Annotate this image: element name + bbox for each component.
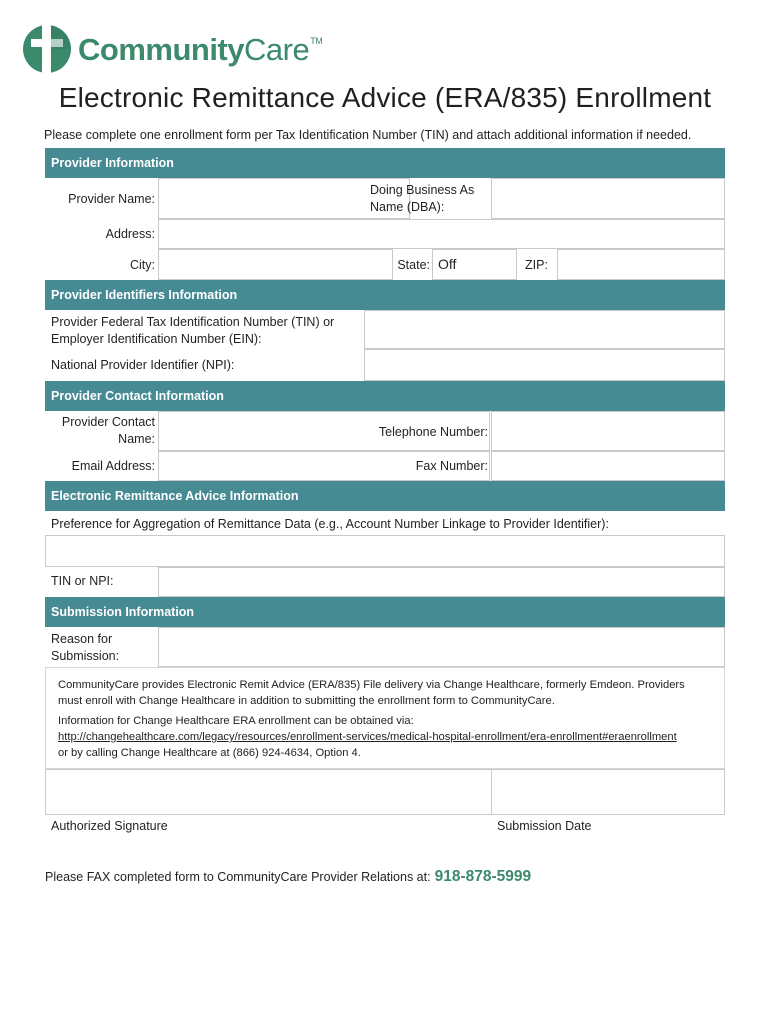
npi-field[interactable] — [364, 349, 725, 381]
city-field[interactable] — [158, 249, 393, 280]
intro-text: Please complete one enrollment form per Tax Identification Number (TIN) and attach additional information if needed. — [44, 128, 692, 142]
submission-date-label: Submission Date — [497, 819, 592, 833]
signature-field[interactable] — [45, 769, 492, 815]
contact-name-label-line1: Provider Contact — [61, 415, 155, 429]
preference-field[interactable] — [45, 535, 725, 567]
reason-label-line2: Submission: — [51, 649, 120, 663]
page-title: Electronic Remittance Advice (ERA/835) Enrollment — [58, 82, 712, 113]
state-value: Off — [438, 256, 457, 272]
state-field[interactable] — [432, 249, 517, 280]
reason-field[interactable] — [158, 627, 725, 667]
provider-name-label: Provider Name: — [68, 192, 155, 206]
fax-instructions — [45, 868, 531, 886]
change-healthcare-note — [45, 667, 725, 769]
note-text — [58, 677, 685, 709]
tin-label-line2: Employer Identification Number (EIN): — [51, 332, 262, 346]
reason-label-line1: Reason for — [51, 632, 113, 646]
logo-wordmark: CommunityCare™ — [78, 32, 323, 67]
section-provider-contact: Provider Contact Information — [45, 381, 725, 411]
phone-line: or by calling Change Healthcare at (866) 924-4634, Option 4. — [58, 747, 361, 759]
dba-label-line2: Name (DBA): — [370, 200, 445, 214]
tin-label-line1: Provider Federal Tax Identification Number (TIN) or — [51, 315, 335, 329]
section-provider-identifiers: Provider Identifiers Information — [45, 280, 725, 310]
telephone-label: Telephone Number: — [378, 425, 488, 439]
dba-field[interactable] — [491, 178, 725, 219]
dba-label — [370, 182, 485, 216]
signature-label: Authorized Signature — [51, 819, 168, 833]
tin-or-npi-label: TIN or NPI: — [51, 574, 114, 588]
state-label: State: — [397, 258, 430, 272]
email-label: Email Address: — [71, 459, 155, 473]
tin-or-npi-field[interactable] — [158, 567, 725, 597]
zip-label: ZIP: — [525, 258, 548, 272]
address-label: Address: — [105, 227, 155, 241]
section-submission-information: Submission Information — [45, 597, 725, 627]
fax-field[interactable] — [491, 451, 725, 481]
dba-label-line1: Doing Business As — [370, 183, 475, 197]
fax-number: 918-878-5999 — [434, 868, 532, 885]
section-era-information: Electronic Remittance Advice Information — [45, 481, 725, 511]
zip-field[interactable] — [557, 249, 725, 280]
note-line1: CommunityCare provides Electronic Remit Advice (ERA/835) File delivery via Change Healthcare, formerly Emdeon. Providers — [58, 679, 685, 691]
npi-label: National Provider Identifier (NPI): — [51, 358, 235, 372]
note-line2: must enroll with Change Healthcare in addition to submitting the enrollment form to CommunityCare. — [58, 695, 555, 707]
contact-name-label-line2: Name: — [118, 432, 155, 446]
change-healthcare-link[interactable]: http://changehealthcare.com/legacy/resources/enrollment-services/medical-hospital-enrollment/era-enrollment#eraenrollment — [58, 731, 677, 743]
reason-label — [51, 631, 119, 665]
submission-date-field[interactable] — [491, 769, 725, 815]
city-label: City: — [130, 258, 155, 272]
cross-icon — [23, 23, 71, 75]
info-line: Information for Change Healthcare ERA enrollment can be obtained via: — [58, 715, 414, 727]
address-field[interactable] — [158, 219, 725, 249]
info-text — [58, 713, 677, 761]
telephone-field[interactable] — [491, 411, 725, 451]
tin-field[interactable] — [364, 310, 725, 349]
contact-name-label — [45, 414, 155, 448]
fax-label: Fax Number: — [415, 459, 488, 473]
tin-label — [51, 314, 361, 348]
preference-label: Preference for Aggregation of Remittance Data (e.g., Account Number Linkage to Provider Identifier): — [51, 517, 609, 531]
section-provider-information: Provider Information — [45, 148, 725, 178]
fax-instructions-text: Please FAX completed form to CommunityCare Provider Relations at: — [45, 870, 431, 884]
